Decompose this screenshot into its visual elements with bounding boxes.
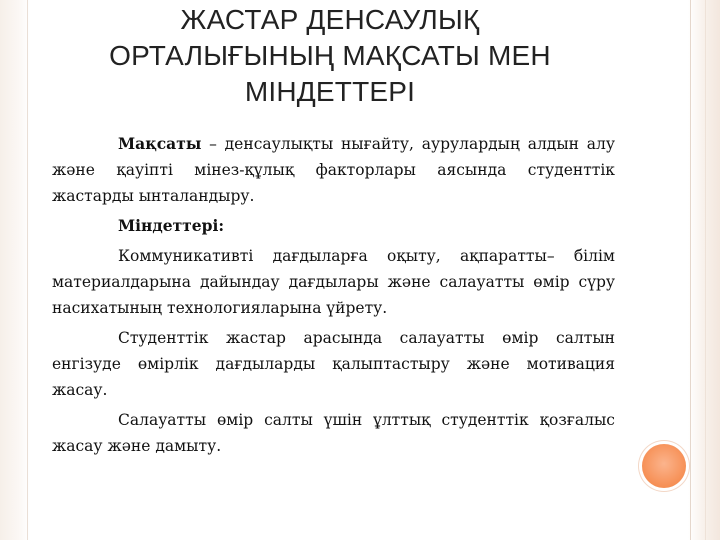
right-decorative-border [688,0,720,540]
goal-text: – денсаулықты нығайту, аурулардың алдын алу және қауіпті мінез-құлық факторлары аясында студенттік жастарды ынталандыру. [52,135,615,205]
left-decorative-border [0,0,30,540]
right-border-line [705,0,706,540]
tasks-heading: Міндеттері: [118,216,225,235]
task-paragraph: Студенттік жастар арасында салауатты өмір салтын енгізуде өмірлік дағдыларды қалыптастыру және мотивация жасау. [52,329,615,399]
slide-title [40,2,620,110]
orange-circle-decoration [642,444,686,488]
right-border-line [690,0,691,540]
task-paragraph: Салауатты өмір салты үшін ұлттық студенттік қозғалыс жасау және дамыту. [52,411,615,455]
task-paragraph: Коммуникативті дағдыларға оқыту, ақпаратты– білім материалдарына дайындау дағдылары және салауатты өмір сүру насихатының технологияларына үйрету. [52,247,615,317]
goal-paragraph [52,131,615,209]
title-line-3: МІНДЕТТЕРІ [244,76,416,107]
goal-label: Мақсаты [118,134,202,153]
title-line-1: ЖАСТАР ДЕНСАУЛЫҚ [180,4,480,35]
title-line-2: ОРТАЛЫҒЫНЫҢ МАҚСАТЫ МЕН [109,40,551,71]
slide-body [52,131,615,463]
